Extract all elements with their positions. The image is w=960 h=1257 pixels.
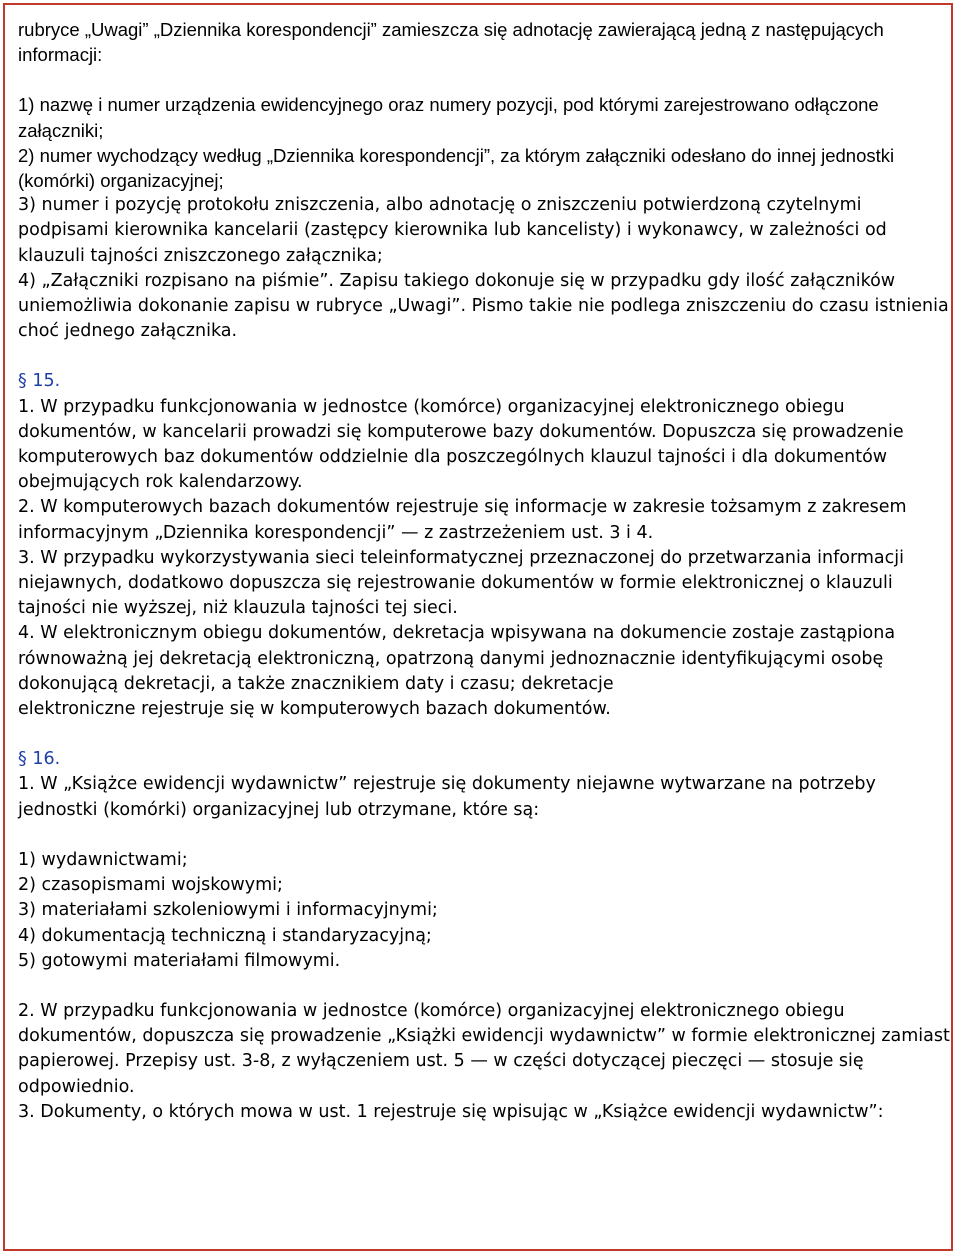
- section-16-heading: § 16.: [18, 749, 61, 770]
- paragraph: 2. W przypadku funkcjonowania w jednostce (komórce) organizacyjnej elektronicznego obiegu dokumentów, dopuszcza się prowadzenie „Książki ewidencji wydawnictw” w formie elektronicznej zamiast papierowej. Przepisy ust. 3-8, z wyłączeniem ust. 5 — w części dotyczącej pieczęci — stosuje się odpowiednio.: [18, 1000, 950, 1097]
- paragraph: 3. Dokumenty, o których mowa w ust. 1 rejestruje się wpisując w „Książce ewidencji wydawnictw”:: [18, 1101, 884, 1122]
- intro-paragraph: rubryce „Uwagi” „Dziennika korespondencji” zamieszcza się adnotację zawierającą jedną z następujących informacji:: [18, 19, 884, 66]
- list-item: 2) numer wychodzący według „Dziennika korespondencji”, za którym załączniki odesłano do innej jednostki (komórki) organizacyjnej;: [18, 144, 895, 192]
- paragraph: 3. W przypadku wykorzystywania sieci teleinformatycznej przeznaczonej do przetwarzania informacji niejawnych, dodatkowo dopuszcza się rejestrowanie dokumentów w formie elektronicznej o klauzuli tajności nie wyższej, niż klauzula tajności tej sieci.: [18, 547, 904, 619]
- list-item: 3) numer i pozycję protokołu zniszczenia, albo adnotację o zniszczeniu potwierdzoną czytelnymi podpisami kierownika kancelarii (zastępcy kierownika lub kancelisty) i wykonawcy, w zależności od klauzuli tajności zniszczonego załącznika;: [18, 195, 887, 266]
- list-item: 5) gotowymi materiałami filmowymi.: [18, 950, 341, 971]
- paragraph: 1. W „Książce ewidencji wydawnictw” rejestruje się dokumenty niejawne wytwarzane na potrzeby jednostki (komórki) organizacyjnej lub otrzymane, które są:: [18, 774, 876, 820]
- list-item: 2) czasopismami wojskowymi;: [18, 875, 283, 896]
- list-item: 4) dokumentacją techniczną i standaryzacyjną;: [18, 925, 432, 946]
- list-item: 4) „Załączniki rozpisano na piśmie”. Zapisu takiego dokonuje się w przypadku gdy ilość załączników uniemożliwia dokonanie zapisu w rubryce „Uwagi”. Pismo takie nie podlega zniszczeniu do czasu istnienia choć jednego załącznika.: [18, 270, 949, 342]
- list-a-block: [18, 17, 952, 193]
- section-15-heading: § 15.: [18, 371, 61, 392]
- paragraph: 4. W elektronicznym obiegu dokumentów, dekretacja wpisywana na dokumencie zostaje zastąpiona równoważną jej dekretacją elektroniczną, opatrzoną danymi jednoznacznie identyfikującymi osobę dokonującą dekretacji, a także znacznikiem daty i czasu; dekretacje: [18, 623, 896, 694]
- document-body: [18, 17, 952, 1125]
- paragraph: 1. W przypadku funkcjonowania w jednostce (komórce) organizacyjnej elektronicznego obiegu dokumentów, w kancelarii prowadzi się komputerowe bazy dokumentów. Dopuszcza się prowadzenie komputerowych baz dokumentów oddzielnie dla poszczególnych klauzul tajności i dla dokumentów obejmujących rok kalendarzowy.: [18, 396, 904, 493]
- list-item: 1) nazwę i numer urządzenia ewidencyjnego oraz numery pozycji, pod którymi zarejestrowano odłączone załączniki;: [18, 94, 879, 141]
- paragraph: elektroniczne rejestruje się w komputerowych bazach dokumentów.: [18, 699, 611, 720]
- list-item: 1) wydawnictwami;: [18, 849, 188, 870]
- page-frame: [3, 3, 953, 1251]
- paragraph: 2. W komputerowych bazach dokumentów rejestruje się informacje w zakresie tożsamym z zakresem informacyjnym „Dziennika korespondencji” — z zastrzeżeniem ust. 3 i 4.: [18, 497, 907, 543]
- list-item: 3) materiałami szkoleniowymi i informacyjnymi;: [18, 900, 438, 921]
